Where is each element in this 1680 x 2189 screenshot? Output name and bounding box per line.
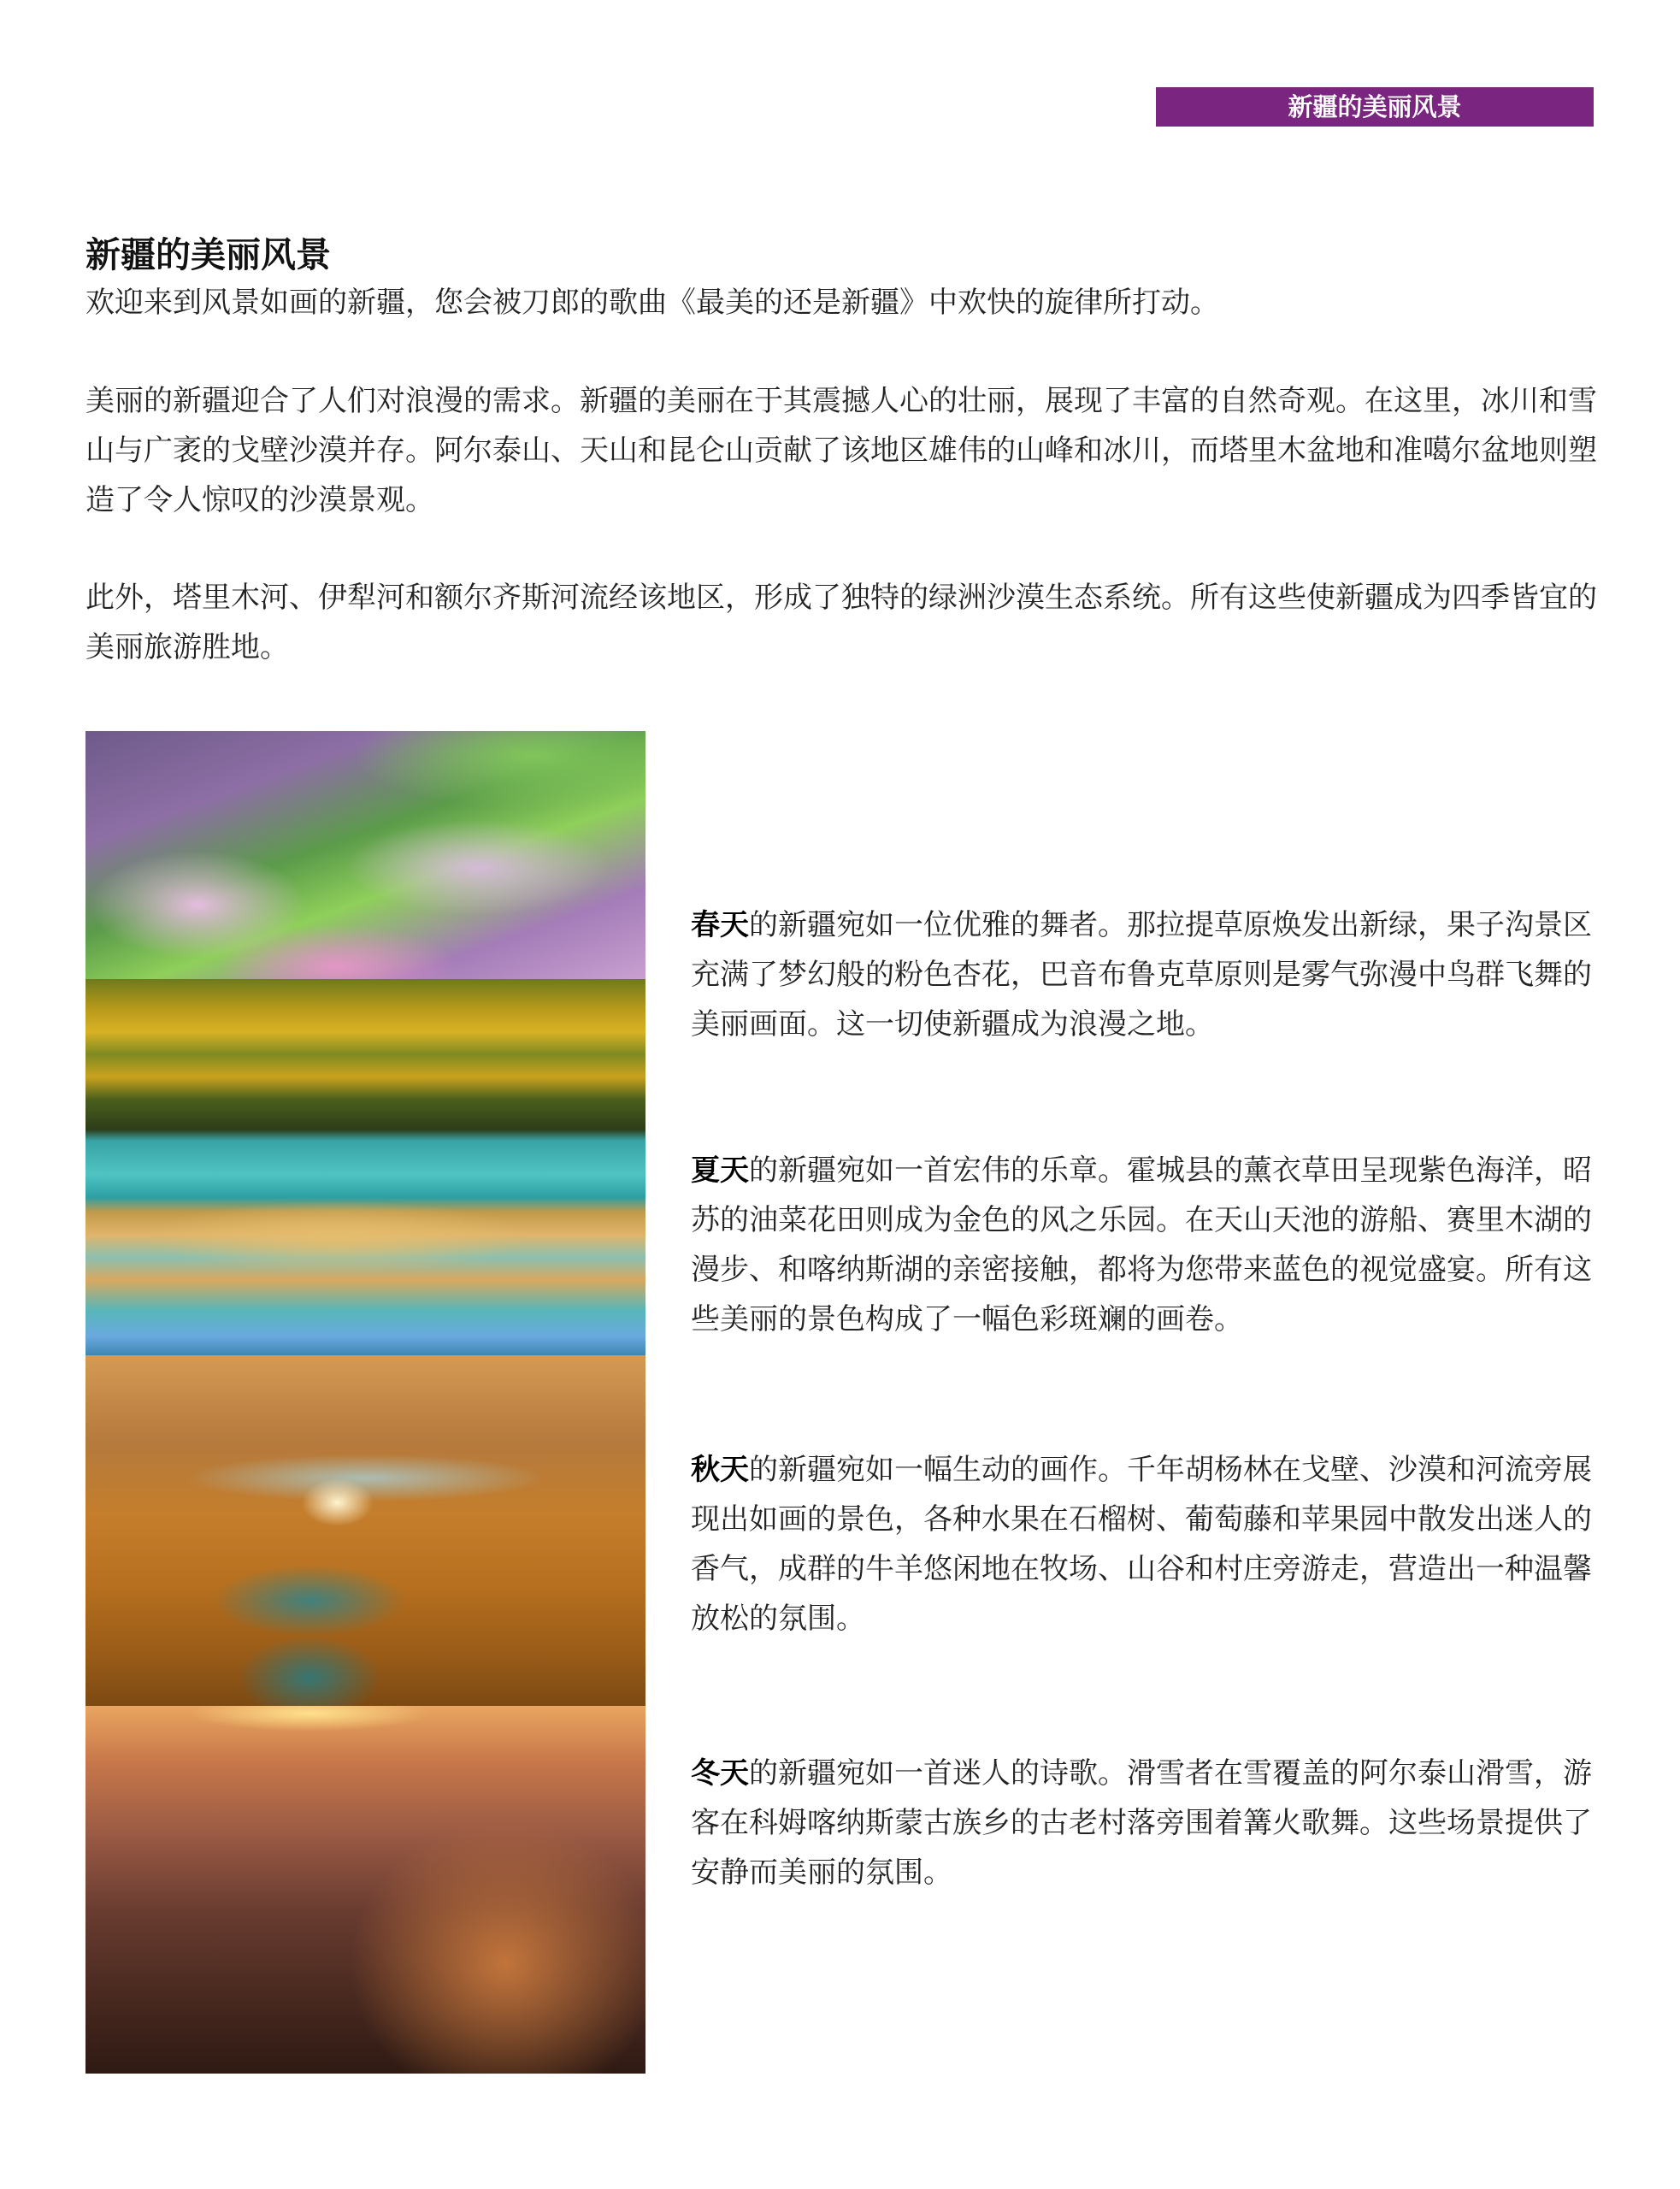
page-title: 新疆的美丽风景 — [85, 234, 331, 275]
intro-paragraph: 欢迎来到风景如画的新疆，您会被刀郎的歌曲《最美的还是新疆》中欢快的旋律所打动。 — [85, 286, 1219, 320]
autumn-description — [691, 1445, 1606, 1643]
autumn-text: 的新疆宛如一幅生动的画作。千年胡杨林在戈壁、沙漠和河流旁展现出如画的景色，各种水果在石榴树、葡萄藤和苹果园中散发出迷人的香气，成群的牛羊悠闲地在牧场、山谷和村庄旁游走，营造出一种温馨放松的氛围。 — [691, 1453, 1592, 1636]
winter-photo — [85, 1706, 645, 2074]
spring-description — [691, 900, 1606, 1049]
winter-description — [691, 1749, 1606, 1897]
description-paragraph: 美丽的新疆迎合了人们对浪漫的需求。新疆的美丽在于其震撼人心的壮丽，展现了丰富的自然奇观。在这里，冰川和雪山与广袤的戈壁沙漠并存。阿尔泰山、天山和昆仑山贡献了该地区雄伟的山峰和冰川，而塔里木盆地和准噶尔盆地则塑造了令人惊叹的沙漠景观。 — [85, 384, 1597, 517]
header-section-tag: 新疆的美丽风景 — [1156, 87, 1594, 127]
spring-photo — [85, 731, 645, 979]
summer-photo — [85, 979, 645, 1355]
summer-text: 的新疆宛如一首宏伟的乐章。霍城县的薰衣草田呈现紫色海洋，昭苏的油菜花田则成为金色的风之乐园。在天山天池的游船、赛里木湖的漫步、和喀纳斯湖的亲密接触，都将为您带来蓝色的视觉盛宴。所有这些美丽的景色构成了一幅色彩斑斓的画卷。 — [691, 1154, 1592, 1336]
summer-label: 夏天 — [691, 1154, 749, 1188]
autumn-label: 秋天 — [691, 1453, 749, 1487]
rivers-paragraph: 此外，塔里木河、伊犁河和额尔齐斯河流经该地区，形成了独特的绿洲沙漠生态系统。所有这些使新疆成为四季皆宜的美丽旅游胜地。 — [85, 581, 1597, 664]
summer-description — [691, 1146, 1606, 1344]
spring-label: 春天 — [691, 908, 749, 942]
autumn-photo — [85, 1355, 645, 1706]
spring-text: 的新疆宛如一位优雅的舞者。那拉提草原焕发出新绿，果子沟景区充满了梦幻般的粉色杏花，巴音布鲁克草原则是雾气弥漫中鸟群飞舞的美丽画面。这一切使新疆成为浪漫之地。 — [691, 908, 1592, 1041]
winter-text: 的新疆宛如一首迷人的诗歌。滑雪者在雪覆盖的阿尔泰山滑雪，游客在科姆喀纳斯蒙古族乡的古老村落旁围着篝火歌舞。这些场景提供了安静而美丽的氛围。 — [691, 1756, 1592, 1890]
winter-label: 冬天 — [691, 1756, 749, 1791]
